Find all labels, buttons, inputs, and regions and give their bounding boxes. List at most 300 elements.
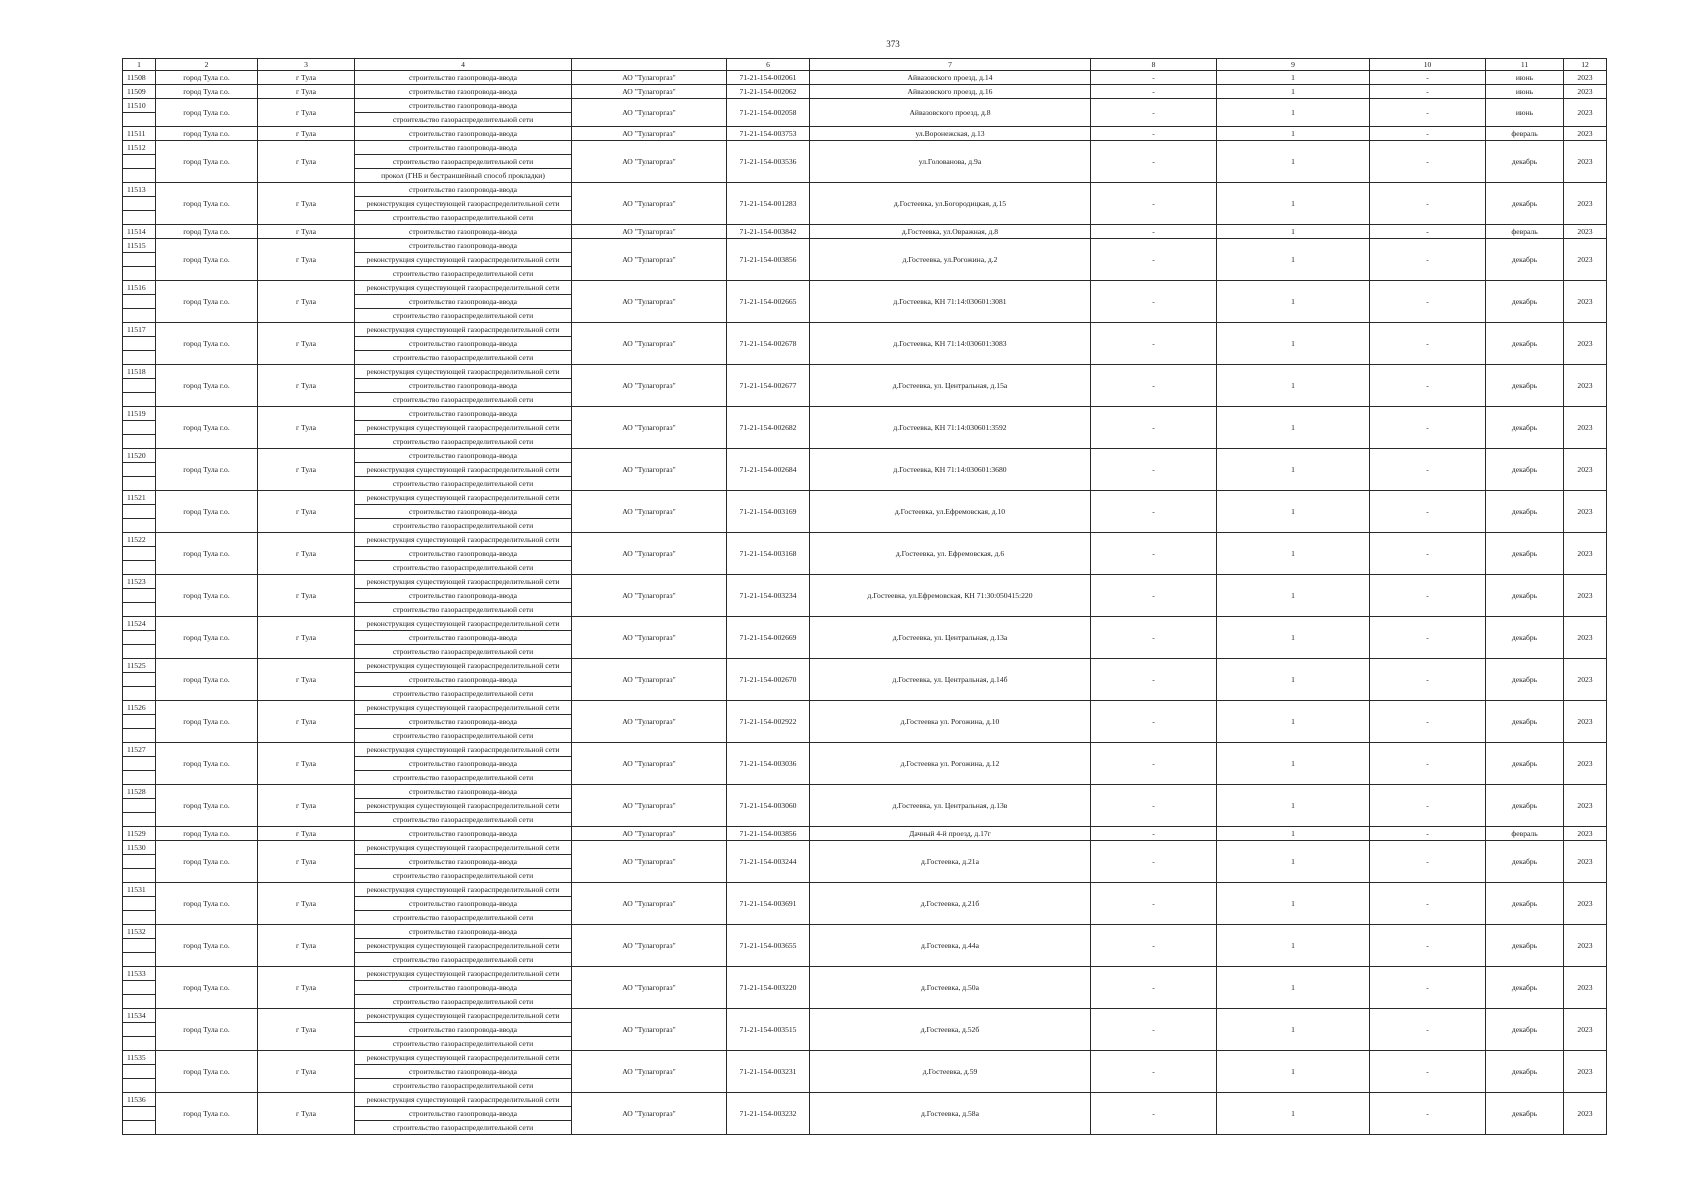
row-number-sub [123, 1065, 156, 1079]
month-cell: декабрь [1486, 743, 1564, 785]
quantity-cell: 1 [1217, 85, 1370, 99]
row-number-sub [123, 813, 156, 827]
row-number: 11521 [123, 491, 156, 505]
col10-cell: - [1370, 659, 1486, 701]
address-cell: д.Гостеевка, ул.Ефремовская, КН 71:30:050415:220 [810, 575, 1091, 617]
row-number: 11536 [123, 1093, 156, 1107]
municipality-cell: город Тула г.о. [156, 827, 258, 841]
table-row [123, 365, 1607, 379]
month-cell: декабрь [1486, 659, 1564, 701]
row-number-sub [123, 799, 156, 813]
col8-cell: - [1091, 967, 1217, 1009]
row-number-sub [123, 939, 156, 953]
organization-cell: АО "Тулагоргаз" [572, 99, 727, 127]
address-cell: д.Гостеевка ул. Рогожина, д.12 [810, 743, 1091, 785]
table-row [123, 141, 1607, 155]
header-cell: 8 [1091, 59, 1217, 71]
table-row [123, 701, 1607, 715]
col8-cell: - [1091, 99, 1217, 127]
city-cell: г Тула [258, 99, 355, 127]
row-number-sub [123, 309, 156, 323]
organization-cell: АО "Тулагоргаз" [572, 141, 727, 183]
month-cell: декабрь [1486, 1093, 1564, 1135]
organization-cell: АО "Тулагоргаз" [572, 365, 727, 407]
quantity-cell: 1 [1217, 841, 1370, 883]
address-cell: д.Гостеевка, ул.Богородицкая, д.15 [810, 183, 1091, 225]
col10-cell: - [1370, 323, 1486, 365]
row-number-sub [123, 463, 156, 477]
col8-cell: - [1091, 659, 1217, 701]
col10-cell: - [1370, 925, 1486, 967]
address-cell: д.Гостеевка, ул. Ефремовская, д.6 [810, 533, 1091, 575]
table-row [123, 925, 1607, 939]
col8-cell: - [1091, 925, 1217, 967]
object-code-cell: 71-21-154-003234 [727, 575, 810, 617]
row-number-sub [123, 1079, 156, 1093]
organization-cell: АО "Тулагоргаз" [572, 785, 727, 827]
month-cell: февраль [1486, 827, 1564, 841]
row-number-sub [123, 869, 156, 883]
row-number: 11516 [123, 281, 156, 295]
row-number-sub [123, 589, 156, 603]
work-type-cell: реконструкция существующей газораспределительной сети [355, 421, 572, 435]
row-number-sub [123, 1023, 156, 1037]
row-number-sub [123, 211, 156, 225]
work-type-cell: строительство газопровода-ввода [355, 505, 572, 519]
work-type-cell: строительство газораспределительной сети [355, 1121, 572, 1135]
quantity-cell: 1 [1217, 99, 1370, 127]
month-cell: февраль [1486, 127, 1564, 141]
work-type-cell: строительство газораспределительной сети [355, 771, 572, 785]
object-code-cell: 71-21-154-003060 [727, 785, 810, 827]
city-cell: г Тула [258, 281, 355, 323]
quantity-cell: 1 [1217, 183, 1370, 225]
col8-cell: - [1091, 491, 1217, 533]
header-cell: 3 [258, 59, 355, 71]
work-type-cell: строительство газопровода-ввода [355, 85, 572, 99]
year-cell: 2023 [1564, 225, 1607, 239]
col8-cell: - [1091, 127, 1217, 141]
row-number-sub [123, 155, 156, 169]
quantity-cell: 1 [1217, 323, 1370, 365]
year-cell: 2023 [1564, 365, 1607, 407]
year-cell: 2023 [1564, 1009, 1607, 1051]
address-cell: д.Гостеевка, д.52б [810, 1009, 1091, 1051]
city-cell: г Тула [258, 491, 355, 533]
month-cell: декабрь [1486, 449, 1564, 491]
address-cell: д.Гостеевка, ул.Овражная, д.8 [810, 225, 1091, 239]
address-cell: д.Гостеевка, ул. Центральная, д.14б [810, 659, 1091, 701]
year-cell: 2023 [1564, 883, 1607, 925]
row-number: 11520 [123, 449, 156, 463]
row-number-sub [123, 715, 156, 729]
work-type-cell: строительство газопровода-ввода [355, 141, 572, 155]
object-code-cell: 71-21-154-002677 [727, 365, 810, 407]
table-row [123, 617, 1607, 631]
work-type-cell: реконструкция существующей газораспределительной сети [355, 883, 572, 897]
col10-cell: - [1370, 1009, 1486, 1051]
row-number-sub [123, 757, 156, 771]
row-number-sub [123, 547, 156, 561]
city-cell: г Тула [258, 183, 355, 225]
month-cell: декабрь [1486, 967, 1564, 1009]
work-type-cell: реконструкция существующей газораспределительной сети [355, 575, 572, 589]
month-cell: декабрь [1486, 925, 1564, 967]
city-cell: г Тула [258, 785, 355, 827]
row-number-sub [123, 1037, 156, 1051]
month-cell: декабрь [1486, 141, 1564, 183]
year-cell: 2023 [1564, 127, 1607, 141]
municipality-cell: город Тула г.о. [156, 967, 258, 1009]
work-type-cell: прокол (ГНБ и бестраншейный способ прокладки) [355, 169, 572, 183]
municipality-cell: город Тула г.о. [156, 225, 258, 239]
work-type-cell: реконструкция существующей газораспределительной сети [355, 491, 572, 505]
municipality-cell: город Тула г.о. [156, 575, 258, 617]
table-row [123, 1009, 1607, 1023]
row-number-sub [123, 477, 156, 491]
row-number: 11519 [123, 407, 156, 421]
city-cell: г Тула [258, 743, 355, 785]
row-number: 11513 [123, 183, 156, 197]
quantity-cell: 1 [1217, 883, 1370, 925]
year-cell: 2023 [1564, 785, 1607, 827]
row-number-sub [123, 1121, 156, 1135]
work-type-cell: строительство газопровода-ввода [355, 897, 572, 911]
object-code-cell: 71-21-154-003244 [727, 841, 810, 883]
municipality-cell: город Тула г.о. [156, 925, 258, 967]
municipality-cell: город Тула г.о. [156, 1009, 258, 1051]
address-cell: д.Гостеевка, д.59 [810, 1051, 1091, 1093]
object-code-cell: 71-21-154-003655 [727, 925, 810, 967]
municipality-cell: город Тула г.о. [156, 617, 258, 659]
col10-cell: - [1370, 1093, 1486, 1135]
quantity-cell: 1 [1217, 701, 1370, 743]
row-number-sub [123, 351, 156, 365]
work-type-cell: строительство газораспределительной сети [355, 477, 572, 491]
col8-cell: - [1091, 183, 1217, 225]
col10-cell: - [1370, 491, 1486, 533]
work-type-cell: строительство газопровода-ввода [355, 295, 572, 309]
table-row [123, 841, 1607, 855]
address-cell: д.Гостеевка, ул. Центральная, д.15а [810, 365, 1091, 407]
object-code-cell: 71-21-154-002665 [727, 281, 810, 323]
municipality-cell: город Тула г.о. [156, 85, 258, 99]
object-code-cell: 71-21-154-003691 [727, 883, 810, 925]
row-number: 11514 [123, 225, 156, 239]
address-cell: д.Гостеевка, ул.Ефремовская, д.10 [810, 491, 1091, 533]
work-type-cell: строительство газораспределительной сети [355, 155, 572, 169]
municipality-cell: город Тула г.о. [156, 141, 258, 183]
city-cell: г Тула [258, 323, 355, 365]
table-row [123, 743, 1607, 757]
address-cell: д.Гостеевка ул. Рогожина, д.10 [810, 701, 1091, 743]
year-cell: 2023 [1564, 967, 1607, 1009]
year-cell: 2023 [1564, 575, 1607, 617]
year-cell: 2023 [1564, 533, 1607, 575]
work-type-cell: реконструкция существующей газораспределительной сети [355, 939, 572, 953]
work-type-cell: строительство газопровода-ввода [355, 631, 572, 645]
year-cell: 2023 [1564, 407, 1607, 449]
header-cell: 11 [1486, 59, 1564, 71]
table-row [123, 883, 1607, 897]
month-cell: декабрь [1486, 1051, 1564, 1093]
year-cell: 2023 [1564, 239, 1607, 281]
object-code-cell: 71-21-154-003232 [727, 1093, 810, 1135]
work-type-cell: строительство газопровода-ввода [355, 239, 572, 253]
col10-cell: - [1370, 99, 1486, 127]
city-cell: г Тула [258, 1051, 355, 1093]
col8-cell: - [1091, 1009, 1217, 1051]
table-row [123, 239, 1607, 253]
object-code-cell: 71-21-154-003856 [727, 827, 810, 841]
col10-cell: - [1370, 533, 1486, 575]
organization-cell: АО "Тулагоргаз" [572, 1093, 727, 1135]
row-number: 11525 [123, 659, 156, 673]
col10-cell: - [1370, 225, 1486, 239]
row-number: 11509 [123, 85, 156, 99]
col10-cell: - [1370, 841, 1486, 883]
table-row [123, 491, 1607, 505]
city-cell: г Тула [258, 225, 355, 239]
col8-cell: - [1091, 841, 1217, 883]
year-cell: 2023 [1564, 1051, 1607, 1093]
city-cell: г Тула [258, 827, 355, 841]
row-number-sub [123, 603, 156, 617]
col8-cell: - [1091, 743, 1217, 785]
row-number-sub [123, 673, 156, 687]
municipality-cell: город Тула г.о. [156, 449, 258, 491]
work-type-cell: строительство газораспределительной сети [355, 1079, 572, 1093]
work-type-cell: строительство газопровода-ввода [355, 99, 572, 113]
col10-cell: - [1370, 183, 1486, 225]
col10-cell: - [1370, 575, 1486, 617]
work-type-cell: реконструкция существующей газораспределительной сети [355, 799, 572, 813]
municipality-cell: город Тула г.о. [156, 239, 258, 281]
table-row [123, 99, 1607, 113]
work-type-cell: строительство газопровода-ввода [355, 589, 572, 603]
object-code-cell: 71-21-154-002058 [727, 99, 810, 127]
row-number-sub [123, 379, 156, 393]
header-cell: 6 [727, 59, 810, 71]
col8-cell: - [1091, 785, 1217, 827]
address-cell: д.Гостеевка, КН 71:14:030601:3592 [810, 407, 1091, 449]
col8-cell: - [1091, 281, 1217, 323]
year-cell: 2023 [1564, 659, 1607, 701]
row-number-sub [123, 897, 156, 911]
object-code-cell: 71-21-154-003842 [727, 225, 810, 239]
table-body [123, 59, 1607, 1135]
city-cell: г Тула [258, 659, 355, 701]
col10-cell: - [1370, 141, 1486, 183]
table-row [123, 183, 1607, 197]
quantity-cell: 1 [1217, 141, 1370, 183]
organization-cell: АО "Тулагоргаз" [572, 1009, 727, 1051]
work-type-cell: реконструкция существующей газораспределительной сети [355, 659, 572, 673]
month-cell: декабрь [1486, 407, 1564, 449]
year-cell: 2023 [1564, 141, 1607, 183]
address-cell: д.Гостеевка, д.44а [810, 925, 1091, 967]
col8-cell: - [1091, 323, 1217, 365]
col8-cell: - [1091, 701, 1217, 743]
object-code-cell: 71-21-154-002682 [727, 407, 810, 449]
row-number: 11523 [123, 575, 156, 589]
table-row [123, 1051, 1607, 1065]
col10-cell: - [1370, 1051, 1486, 1093]
municipality-cell: город Тула г.о. [156, 785, 258, 827]
col10-cell: - [1370, 365, 1486, 407]
organization-cell: АО "Тулагоргаз" [572, 127, 727, 141]
col8-cell: - [1091, 85, 1217, 99]
organization-cell: АО "Тулагоргаз" [572, 1051, 727, 1093]
table-row [123, 533, 1607, 547]
row-number-sub [123, 855, 156, 869]
col8-cell: - [1091, 883, 1217, 925]
col8-cell: - [1091, 1051, 1217, 1093]
gas-works-table [122, 58, 1607, 1135]
month-cell: июнь [1486, 71, 1564, 85]
object-code-cell: 71-21-154-003231 [727, 1051, 810, 1093]
quantity-cell: 1 [1217, 1051, 1370, 1093]
municipality-cell: город Тула г.о. [156, 99, 258, 127]
work-type-cell: реконструкция существующей газораспределительной сети [355, 533, 572, 547]
month-cell: декабрь [1486, 575, 1564, 617]
col10-cell: - [1370, 617, 1486, 659]
work-type-cell: реконструкция существующей газораспределительной сети [355, 1093, 572, 1107]
city-cell: г Тула [258, 71, 355, 85]
city-cell: г Тула [258, 925, 355, 967]
municipality-cell: город Тула г.о. [156, 1051, 258, 1093]
row-number-sub [123, 421, 156, 435]
quantity-cell: 1 [1217, 785, 1370, 827]
row-number-sub [123, 519, 156, 533]
city-cell: г Тула [258, 1093, 355, 1135]
col8-cell: - [1091, 225, 1217, 239]
col10-cell: - [1370, 281, 1486, 323]
work-type-cell: строительство газопровода-ввода [355, 981, 572, 995]
row-number: 11533 [123, 967, 156, 981]
table-row [123, 225, 1607, 239]
row-number-sub [123, 197, 156, 211]
month-cell: декабрь [1486, 701, 1564, 743]
city-cell: г Тула [258, 407, 355, 449]
city-cell: г Тула [258, 575, 355, 617]
header-cell [572, 59, 727, 71]
work-type-cell: реконструкция существующей газораспределительной сети [355, 967, 572, 981]
municipality-cell: город Тула г.о. [156, 743, 258, 785]
work-type-cell: строительство газораспределительной сети [355, 211, 572, 225]
city-cell: г Тула [258, 1009, 355, 1051]
row-number: 11508 [123, 71, 156, 85]
quantity-cell: 1 [1217, 659, 1370, 701]
row-number-sub [123, 911, 156, 925]
address-cell: ул.Голованова, д.9а [810, 141, 1091, 183]
work-type-cell: реконструкция существующей газораспределительной сети [355, 197, 572, 211]
work-type-cell: строительство газораспределительной сети [355, 309, 572, 323]
organization-cell: АО "Тулагоргаз" [572, 533, 727, 575]
work-type-cell: строительство газопровода-ввода [355, 127, 572, 141]
year-cell: 2023 [1564, 281, 1607, 323]
organization-cell: АО "Тулагоргаз" [572, 883, 727, 925]
row-number-sub [123, 729, 156, 743]
work-type-cell: строительство газопровода-ввода [355, 1107, 572, 1121]
address-cell: ул.Воронежская, д.13 [810, 127, 1091, 141]
city-cell: г Тула [258, 701, 355, 743]
work-type-cell: строительство газопровода-ввода [355, 673, 572, 687]
municipality-cell: город Тула г.о. [156, 883, 258, 925]
quantity-cell: 1 [1217, 127, 1370, 141]
object-code-cell: 71-21-154-001283 [727, 183, 810, 225]
table-row [123, 967, 1607, 981]
object-code-cell: 71-21-154-003753 [727, 127, 810, 141]
work-type-cell: строительство газопровода-ввода [355, 757, 572, 771]
col8-cell: - [1091, 575, 1217, 617]
table-row [123, 407, 1607, 421]
work-type-cell: строительство газопровода-ввода [355, 183, 572, 197]
work-type-cell: строительство газораспределительной сети [355, 813, 572, 827]
header-cell: 9 [1217, 59, 1370, 71]
quantity-cell: 1 [1217, 925, 1370, 967]
object-code-cell: 71-21-154-002670 [727, 659, 810, 701]
col10-cell: - [1370, 967, 1486, 1009]
work-type-cell: реконструкция существующей газораспределительной сети [355, 463, 572, 477]
header-cell: 2 [156, 59, 258, 71]
row-number: 11534 [123, 1009, 156, 1023]
work-type-cell: реконструкция существующей газораспределительной сети [355, 743, 572, 757]
work-type-cell: строительство газопровода-ввода [355, 547, 572, 561]
work-type-cell: строительство газораспределительной сети [355, 645, 572, 659]
quantity-cell: 1 [1217, 365, 1370, 407]
header-row [123, 59, 1607, 71]
month-cell: февраль [1486, 225, 1564, 239]
organization-cell: АО "Тулагоргаз" [572, 281, 727, 323]
city-cell: г Тула [258, 127, 355, 141]
object-code-cell: 71-21-154-002678 [727, 323, 810, 365]
work-type-cell: строительство газопровода-ввода [355, 1065, 572, 1079]
row-number: 11529 [123, 827, 156, 841]
municipality-cell: город Тула г.о. [156, 701, 258, 743]
object-code-cell: 71-21-154-003515 [727, 1009, 810, 1051]
organization-cell: АО "Тулагоргаз" [572, 617, 727, 659]
quantity-cell: 1 [1217, 617, 1370, 659]
month-cell: декабрь [1486, 841, 1564, 883]
work-type-cell: строительство газораспределительной сети [355, 687, 572, 701]
month-cell: июнь [1486, 99, 1564, 127]
col8-cell: - [1091, 617, 1217, 659]
work-type-cell: реконструкция существующей газораспределительной сети [355, 1009, 572, 1023]
row-number-sub [123, 113, 156, 127]
month-cell: декабрь [1486, 183, 1564, 225]
organization-cell: АО "Тулагоргаз" [572, 71, 727, 85]
organization-cell: АО "Тулагоргаз" [572, 743, 727, 785]
table-row [123, 827, 1607, 841]
row-number-sub [123, 295, 156, 309]
work-type-cell: строительство газораспределительной сети [355, 869, 572, 883]
municipality-cell: город Тула г.о. [156, 71, 258, 85]
work-type-cell: строительство газораспределительной сети [355, 435, 572, 449]
header-cell: 1 [123, 59, 156, 71]
address-cell: Айвазовского проезд, д.14 [810, 71, 1091, 85]
col10-cell: - [1370, 785, 1486, 827]
month-cell: декабрь [1486, 323, 1564, 365]
row-number: 11530 [123, 841, 156, 855]
object-code-cell: 71-21-154-003168 [727, 533, 810, 575]
year-cell: 2023 [1564, 925, 1607, 967]
address-cell: д.Гостеевка, ул. Центральная, д.13а [810, 617, 1091, 659]
municipality-cell: город Тула г.о. [156, 841, 258, 883]
address-cell: д.Гостеевка, д.50а [810, 967, 1091, 1009]
work-type-cell: реконструкция существующей газораспределительной сети [355, 841, 572, 855]
quantity-cell: 1 [1217, 827, 1370, 841]
